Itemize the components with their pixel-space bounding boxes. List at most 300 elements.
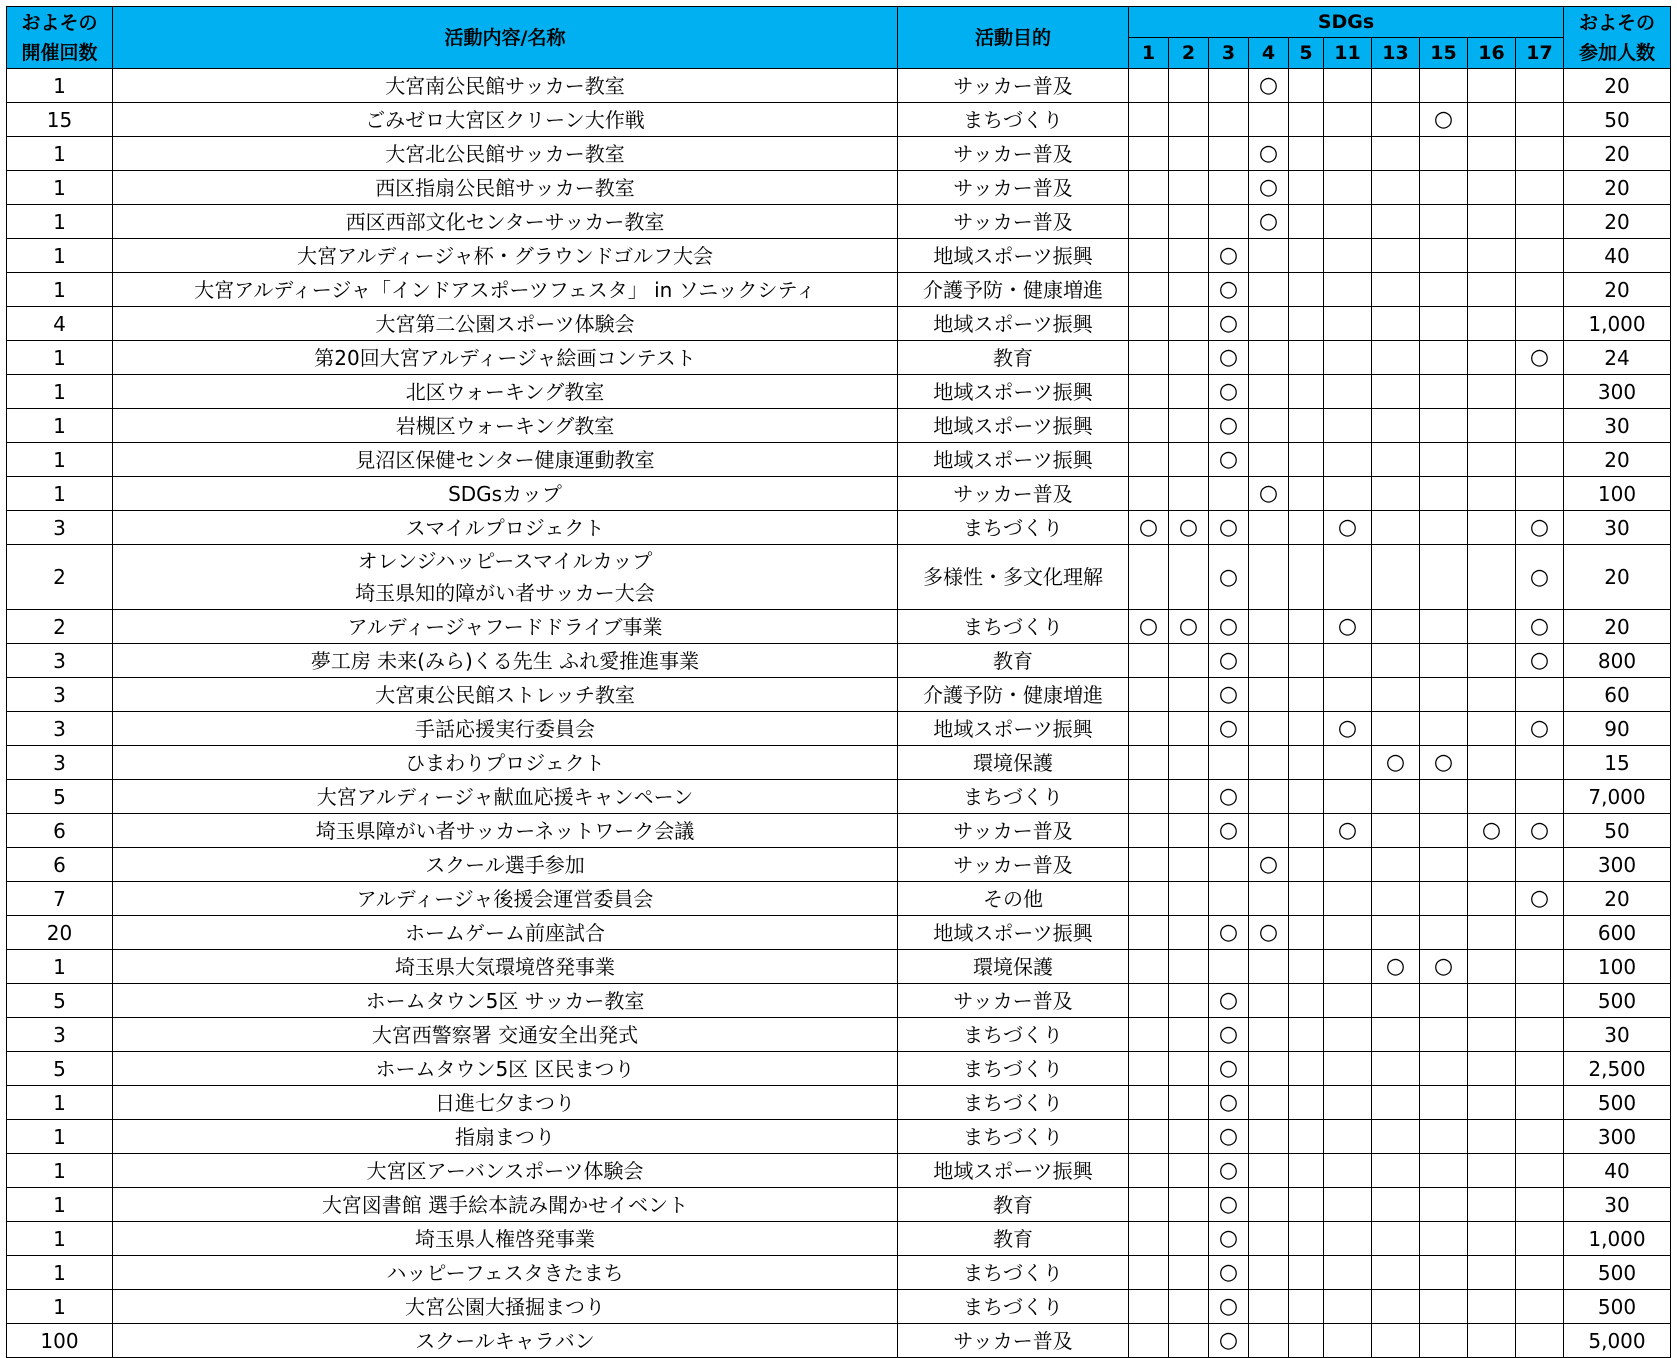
sdg-cell xyxy=(1372,69,1420,103)
sdg-cell xyxy=(1516,1154,1564,1188)
sdg-cell xyxy=(1209,1324,1249,1358)
sdg-cell xyxy=(1324,1290,1372,1324)
sdg-cell xyxy=(1289,984,1324,1018)
activity-name-cell xyxy=(113,984,898,1018)
circle-mark-icon: ○ xyxy=(1258,920,1279,945)
purpose-cell: まちづくり xyxy=(898,1256,1129,1290)
sdg-cell xyxy=(1372,273,1420,307)
activity-name-cell xyxy=(113,1188,898,1222)
sdg-cell xyxy=(1169,1222,1209,1256)
sdg-cell xyxy=(1324,375,1372,409)
circle-mark-icon: ○ xyxy=(1218,243,1239,268)
sdg-cell xyxy=(1249,1256,1289,1290)
sdg-cell xyxy=(1169,610,1209,644)
sdg-cell xyxy=(1289,1086,1324,1120)
sdg-cell xyxy=(1516,814,1564,848)
table-row xyxy=(7,545,1671,610)
participants-cell: 90 xyxy=(1564,712,1671,746)
circle-mark-icon: ○ xyxy=(1218,1056,1239,1081)
participants-cell: 30 xyxy=(1564,1188,1671,1222)
circle-mark-icon: ○ xyxy=(1258,209,1279,234)
sdg-cell xyxy=(1249,239,1289,273)
sdg-cell xyxy=(1372,545,1420,610)
participants-cell: 800 xyxy=(1564,644,1671,678)
activity-name-line: アルディージャフードドライブ事業 xyxy=(347,614,663,639)
purpose-cell: まちづくり xyxy=(898,511,1129,545)
sdg-cell xyxy=(1420,1188,1468,1222)
count-cell: 1 xyxy=(7,950,113,984)
sdg-cell xyxy=(1209,1188,1249,1222)
sdg-cell xyxy=(1468,1256,1516,1290)
sdg-cell xyxy=(1209,746,1249,780)
sdg-cell xyxy=(1468,69,1516,103)
circle-mark-icon: ○ xyxy=(1337,614,1358,639)
sdg-cell xyxy=(1516,239,1564,273)
activity-name-line: オレンジハッピースマイルカップ xyxy=(357,549,653,573)
table-row xyxy=(7,239,1671,273)
purpose-cell: 介護予防・健康増進 xyxy=(898,273,1129,307)
sdg-cell xyxy=(1169,1120,1209,1154)
activity-name-cell xyxy=(113,511,898,545)
count-cell: 1 xyxy=(7,69,113,103)
table-row xyxy=(7,984,1671,1018)
table-row xyxy=(7,644,1671,678)
sdg-cell xyxy=(1372,477,1420,511)
sdg-cell xyxy=(1420,103,1468,137)
table-row xyxy=(7,1324,1671,1358)
purpose-cell: その他 xyxy=(898,882,1129,916)
activity-name-cell xyxy=(113,1018,898,1052)
sdg-cell xyxy=(1289,1290,1324,1324)
sdg-cell xyxy=(1289,103,1324,137)
activity-name-cell xyxy=(113,239,898,273)
sdg-cell xyxy=(1129,103,1169,137)
sdg-cell xyxy=(1516,477,1564,511)
sdg-cell xyxy=(1516,678,1564,712)
sdg-cell xyxy=(1420,205,1468,239)
sdg-cell xyxy=(1249,341,1289,375)
sdg-cell xyxy=(1129,307,1169,341)
participants-cell: 40 xyxy=(1564,1154,1671,1188)
sdg-cell xyxy=(1420,1256,1468,1290)
participants-cell: 20 xyxy=(1564,443,1671,477)
sdg-cell xyxy=(1249,712,1289,746)
sdg-cell xyxy=(1169,712,1209,746)
circle-mark-icon: ○ xyxy=(1218,1294,1239,1319)
circle-mark-icon: ○ xyxy=(1218,447,1239,472)
sdg-cell xyxy=(1468,644,1516,678)
sdg-cell xyxy=(1209,1120,1249,1154)
sdg-cell xyxy=(1289,950,1324,984)
sdg-cell xyxy=(1324,1154,1372,1188)
sdg-cell xyxy=(1209,443,1249,477)
sdg-cell xyxy=(1324,882,1372,916)
header-count: およその 開催回数 xyxy=(7,7,113,69)
sdg-cell xyxy=(1516,1188,1564,1222)
activity-name-line: 大宮区アーバンスポーツ体験会 xyxy=(366,1158,644,1183)
circle-mark-icon: ○ xyxy=(1218,818,1239,843)
circle-mark-icon: ○ xyxy=(1218,379,1239,404)
sdg-cell xyxy=(1129,137,1169,171)
sdg-cell xyxy=(1289,307,1324,341)
sdg-cell xyxy=(1169,307,1209,341)
table-row xyxy=(7,477,1671,511)
sdg-cell xyxy=(1249,205,1289,239)
purpose-cell: 地域スポーツ振興 xyxy=(898,712,1129,746)
sdg-cell xyxy=(1169,780,1209,814)
sdg-cell xyxy=(1209,307,1249,341)
header-activity: 活動内容/名称 xyxy=(113,7,898,69)
participants-cell: 600 xyxy=(1564,916,1671,950)
sdg-cell xyxy=(1129,239,1169,273)
header-purpose: 活動目的 xyxy=(898,7,1129,69)
table-row xyxy=(7,137,1671,171)
sdg-cell xyxy=(1169,848,1209,882)
sdg-cell xyxy=(1324,1086,1372,1120)
sdg-cell xyxy=(1468,409,1516,443)
table-row xyxy=(7,171,1671,205)
sdg-cell xyxy=(1289,341,1324,375)
sdg-cell xyxy=(1468,712,1516,746)
circle-mark-icon: ○ xyxy=(1218,716,1239,741)
purpose-cell: 教育 xyxy=(898,1222,1129,1256)
table-body xyxy=(7,69,1671,1358)
circle-mark-icon: ○ xyxy=(1218,1124,1239,1149)
count-cell: 1 xyxy=(7,205,113,239)
activity-name-cell xyxy=(113,678,898,712)
sdg-cell xyxy=(1468,814,1516,848)
activity-name-line: 大宮東公民館ストレッチ教室 xyxy=(375,682,635,707)
table-row xyxy=(7,1086,1671,1120)
sdg-cell xyxy=(1468,950,1516,984)
sdg-cell xyxy=(1169,1086,1209,1120)
sdg-cell xyxy=(1516,137,1564,171)
purpose-cell: 地域スポーツ振興 xyxy=(898,239,1129,273)
activity-name-line: 大宮北公民館サッカー教室 xyxy=(385,141,625,166)
sdg-cell xyxy=(1420,1222,1468,1256)
circle-mark-icon: ○ xyxy=(1218,682,1239,707)
activity-name-cell xyxy=(113,780,898,814)
table-row xyxy=(7,103,1671,137)
sdg-cell xyxy=(1420,950,1468,984)
sdg-number-header: 3 xyxy=(1209,38,1249,69)
sdg-cell xyxy=(1129,1154,1169,1188)
sdg-cell xyxy=(1209,848,1249,882)
circle-mark-icon: ○ xyxy=(1218,277,1239,302)
sdg-cell xyxy=(1249,1052,1289,1086)
activity-name-cell xyxy=(113,1120,898,1154)
circle-mark-icon: ○ xyxy=(1529,648,1550,673)
sdg-cell xyxy=(1289,69,1324,103)
sdg-cell xyxy=(1372,1188,1420,1222)
sdg-cell xyxy=(1289,644,1324,678)
sdg-cell xyxy=(1372,678,1420,712)
sdg-cell xyxy=(1468,307,1516,341)
table-row xyxy=(7,1154,1671,1188)
activity-name-cell xyxy=(113,1154,898,1188)
sdg-cell xyxy=(1169,882,1209,916)
sdg-cell xyxy=(1420,780,1468,814)
sdg-cell xyxy=(1129,984,1169,1018)
sdg-cell xyxy=(1289,1188,1324,1222)
circle-mark-icon: ○ xyxy=(1138,614,1159,639)
participants-cell: 20 xyxy=(1564,137,1671,171)
sdg-cell xyxy=(1420,443,1468,477)
circle-mark-icon: ○ xyxy=(1218,614,1239,639)
sdg-cell xyxy=(1169,814,1209,848)
sdg-cell xyxy=(1420,1120,1468,1154)
sdg-cell xyxy=(1249,678,1289,712)
purpose-cell: まちづくり xyxy=(898,1120,1129,1154)
participants-cell: 20 xyxy=(1564,273,1671,307)
activity-name-line: 西区指扇公民館サッカー教室 xyxy=(375,175,635,200)
sdg-cell xyxy=(1129,780,1169,814)
circle-mark-icon: ○ xyxy=(1218,345,1239,370)
sdg-cell xyxy=(1129,678,1169,712)
count-cell: 1 xyxy=(7,1290,113,1324)
sdg-cell xyxy=(1516,171,1564,205)
sdg-cell xyxy=(1169,103,1209,137)
count-cell: 1 xyxy=(7,1120,113,1154)
activity-name-line: 大宮公園大掻掘まつり xyxy=(405,1294,605,1319)
sdg-cell xyxy=(1420,239,1468,273)
sdg-cell xyxy=(1169,1324,1209,1358)
sdg-cell xyxy=(1249,780,1289,814)
sdg-cell xyxy=(1129,545,1169,610)
sdg-cell xyxy=(1209,69,1249,103)
sdg-cell xyxy=(1516,780,1564,814)
sdg-cell xyxy=(1516,1018,1564,1052)
participants-cell: 500 xyxy=(1564,1256,1671,1290)
sdg-cell xyxy=(1169,409,1209,443)
sdg-cell xyxy=(1324,1018,1372,1052)
activity-name-line: 大宮第二公園スポーツ体験会 xyxy=(375,311,635,336)
sdg-cell xyxy=(1468,610,1516,644)
sdg-cell xyxy=(1324,69,1372,103)
participants-cell: 20 xyxy=(1564,610,1671,644)
count-cell: 1 xyxy=(7,1086,113,1120)
activity-name-line: 埼玉県大気環境啓発事業 xyxy=(395,954,615,979)
purpose-cell: 教育 xyxy=(898,341,1129,375)
sdg-cell xyxy=(1420,644,1468,678)
purpose-cell: 介護予防・健康増進 xyxy=(898,678,1129,712)
table-row xyxy=(7,746,1671,780)
sdg-cell xyxy=(1372,780,1420,814)
sdg-cell xyxy=(1516,712,1564,746)
sdg-cell xyxy=(1249,746,1289,780)
participants-cell: 30 xyxy=(1564,511,1671,545)
sdg-cell xyxy=(1289,239,1324,273)
activity-name-cell xyxy=(113,1086,898,1120)
purpose-cell: 地域スポーツ振興 xyxy=(898,307,1129,341)
purpose-cell: まちづくり xyxy=(898,1290,1129,1324)
sdg-cell xyxy=(1129,916,1169,950)
sdg-cell xyxy=(1324,545,1372,610)
purpose-cell: まちづくり xyxy=(898,1052,1129,1086)
activity-name-cell xyxy=(113,205,898,239)
sdg-cell xyxy=(1209,916,1249,950)
activity-name-cell xyxy=(113,916,898,950)
sdg-cell xyxy=(1169,1052,1209,1086)
sdg-cell xyxy=(1249,984,1289,1018)
sdg-cell xyxy=(1209,1018,1249,1052)
sdg-cell xyxy=(1420,375,1468,409)
sdg-number-header: 2 xyxy=(1169,38,1209,69)
sdg-cell xyxy=(1324,950,1372,984)
participants-cell: 1,000 xyxy=(1564,307,1671,341)
participants-cell: 24 xyxy=(1564,341,1671,375)
header-participants: およその 参加人数 xyxy=(1564,7,1671,69)
circle-mark-icon: ○ xyxy=(1529,345,1550,370)
sdg-cell xyxy=(1324,307,1372,341)
activity-name-cell xyxy=(113,273,898,307)
sdg-cell xyxy=(1129,341,1169,375)
participants-cell: 2,500 xyxy=(1564,1052,1671,1086)
activity-name-line: 日進七夕まつり xyxy=(435,1090,575,1115)
sdg-cell xyxy=(1420,610,1468,644)
participants-cell: 50 xyxy=(1564,103,1671,137)
sdg-cell xyxy=(1420,137,1468,171)
sdg-cell xyxy=(1209,477,1249,511)
activity-name-cell xyxy=(113,477,898,511)
sdg-cell xyxy=(1516,69,1564,103)
sdg-cell xyxy=(1249,1290,1289,1324)
sdg-cell xyxy=(1420,307,1468,341)
sdg-cell xyxy=(1289,678,1324,712)
activity-name-cell xyxy=(113,307,898,341)
sdg-cell xyxy=(1516,916,1564,950)
sdg-cell xyxy=(1209,780,1249,814)
sdg-cell xyxy=(1289,1154,1324,1188)
sdg-cell xyxy=(1249,1154,1289,1188)
sdg-cell xyxy=(1249,443,1289,477)
sdg-cell xyxy=(1324,409,1372,443)
sdg-cell xyxy=(1209,644,1249,678)
activity-name-line: 見沼区保健センター健康運動教室 xyxy=(355,447,655,472)
purpose-cell: まちづくり xyxy=(898,1086,1129,1120)
table-row xyxy=(7,610,1671,644)
sdg-cell xyxy=(1372,171,1420,205)
sdg-cell xyxy=(1372,239,1420,273)
sdg-cell xyxy=(1372,1154,1420,1188)
activity-name-line: スクール選手参加 xyxy=(425,852,585,877)
circle-mark-icon: ○ xyxy=(1385,750,1406,775)
table-row xyxy=(7,1120,1671,1154)
sdg-cell xyxy=(1516,984,1564,1018)
sdg-cell xyxy=(1468,1086,1516,1120)
sdg-cell xyxy=(1324,678,1372,712)
sdg-cell xyxy=(1372,307,1420,341)
sdg-cell xyxy=(1420,511,1468,545)
table-row xyxy=(7,712,1671,746)
sdg-cell xyxy=(1169,511,1209,545)
circle-mark-icon: ○ xyxy=(1337,818,1358,843)
sdg-cell xyxy=(1468,984,1516,1018)
sdg-cell xyxy=(1516,1290,1564,1324)
purpose-cell: 地域スポーツ振興 xyxy=(898,409,1129,443)
sdg-cell xyxy=(1372,1222,1420,1256)
sdg-cell xyxy=(1468,1324,1516,1358)
count-cell: 7 xyxy=(7,882,113,916)
activity-name-line: 大宮南公民館サッカー教室 xyxy=(385,73,625,98)
sdg-cell xyxy=(1372,712,1420,746)
purpose-cell: サッカー普及 xyxy=(898,205,1129,239)
activity-name-cell xyxy=(113,712,898,746)
activity-name-line: 埼玉県障がい者サッカーネットワーク会議 xyxy=(315,818,695,843)
sdg-cell xyxy=(1468,205,1516,239)
circle-mark-icon: ○ xyxy=(1529,818,1550,843)
count-cell: 1 xyxy=(7,409,113,443)
sdg-cell xyxy=(1209,1222,1249,1256)
sdg-cell xyxy=(1249,848,1289,882)
purpose-cell: 地域スポーツ振興 xyxy=(898,443,1129,477)
activity-name-line: ごみゼロ大宮区クリーン大作戦 xyxy=(365,107,645,132)
sdg-cell xyxy=(1129,477,1169,511)
sdg-cell xyxy=(1372,1120,1420,1154)
table-row xyxy=(7,950,1671,984)
activity-name-line: 大宮アルディージャ献血応援キャンペーン xyxy=(316,784,694,809)
sdg-number-header: 17 xyxy=(1516,38,1564,69)
sdg-cell xyxy=(1372,103,1420,137)
activity-name-cell xyxy=(113,1290,898,1324)
activity-name-line: ホームタウン5区 サッカー教室 xyxy=(365,988,645,1013)
count-cell: 3 xyxy=(7,746,113,780)
table-row xyxy=(7,1188,1671,1222)
participants-cell: 20 xyxy=(1564,171,1671,205)
sdg-cell xyxy=(1372,341,1420,375)
table-row xyxy=(7,848,1671,882)
count-cell: 1 xyxy=(7,1222,113,1256)
sdg-cell xyxy=(1129,644,1169,678)
count-cell: 6 xyxy=(7,848,113,882)
activity-name-line: ホームタウン5区 区民まつり xyxy=(375,1056,635,1081)
circle-mark-icon: ○ xyxy=(1529,564,1550,590)
purpose-cell: サッカー普及 xyxy=(898,984,1129,1018)
sdg-cell xyxy=(1324,341,1372,375)
sdg-cell xyxy=(1324,1324,1372,1358)
activity-name-line: スクールキャラバン xyxy=(415,1328,595,1353)
sdg-number-header: 16 xyxy=(1468,38,1516,69)
sdg-cell xyxy=(1289,273,1324,307)
circle-mark-icon: ○ xyxy=(1218,784,1239,809)
sdg-cell xyxy=(1209,409,1249,443)
sdg-cell xyxy=(1289,746,1324,780)
sdg-cell xyxy=(1420,882,1468,916)
activity-name-line: 夢工房 未来(みら)くる先生 ふれ愛推進事業 xyxy=(310,648,700,673)
activity-name-cell xyxy=(113,1324,898,1358)
circle-mark-icon: ○ xyxy=(1218,1158,1239,1183)
sdg-cell xyxy=(1169,239,1209,273)
sdg-cell xyxy=(1169,950,1209,984)
purpose-cell: 環境保護 xyxy=(898,746,1129,780)
count-cell: 1 xyxy=(7,341,113,375)
purpose-cell: サッカー普及 xyxy=(898,1324,1129,1358)
sdg-cell xyxy=(1324,103,1372,137)
activity-name-cell xyxy=(113,644,898,678)
purpose-cell: まちづくり xyxy=(898,780,1129,814)
sdg-cell xyxy=(1169,69,1209,103)
activity-name-cell xyxy=(113,610,898,644)
sdg-cell xyxy=(1468,746,1516,780)
table-row xyxy=(7,341,1671,375)
participants-cell: 30 xyxy=(1564,409,1671,443)
sdg-cell xyxy=(1516,1052,1564,1086)
sdg-cell xyxy=(1209,341,1249,375)
activity-name-cell xyxy=(113,814,898,848)
circle-mark-icon: ○ xyxy=(1218,515,1239,540)
circle-mark-icon: ○ xyxy=(1218,1328,1239,1353)
table-row xyxy=(7,409,1671,443)
